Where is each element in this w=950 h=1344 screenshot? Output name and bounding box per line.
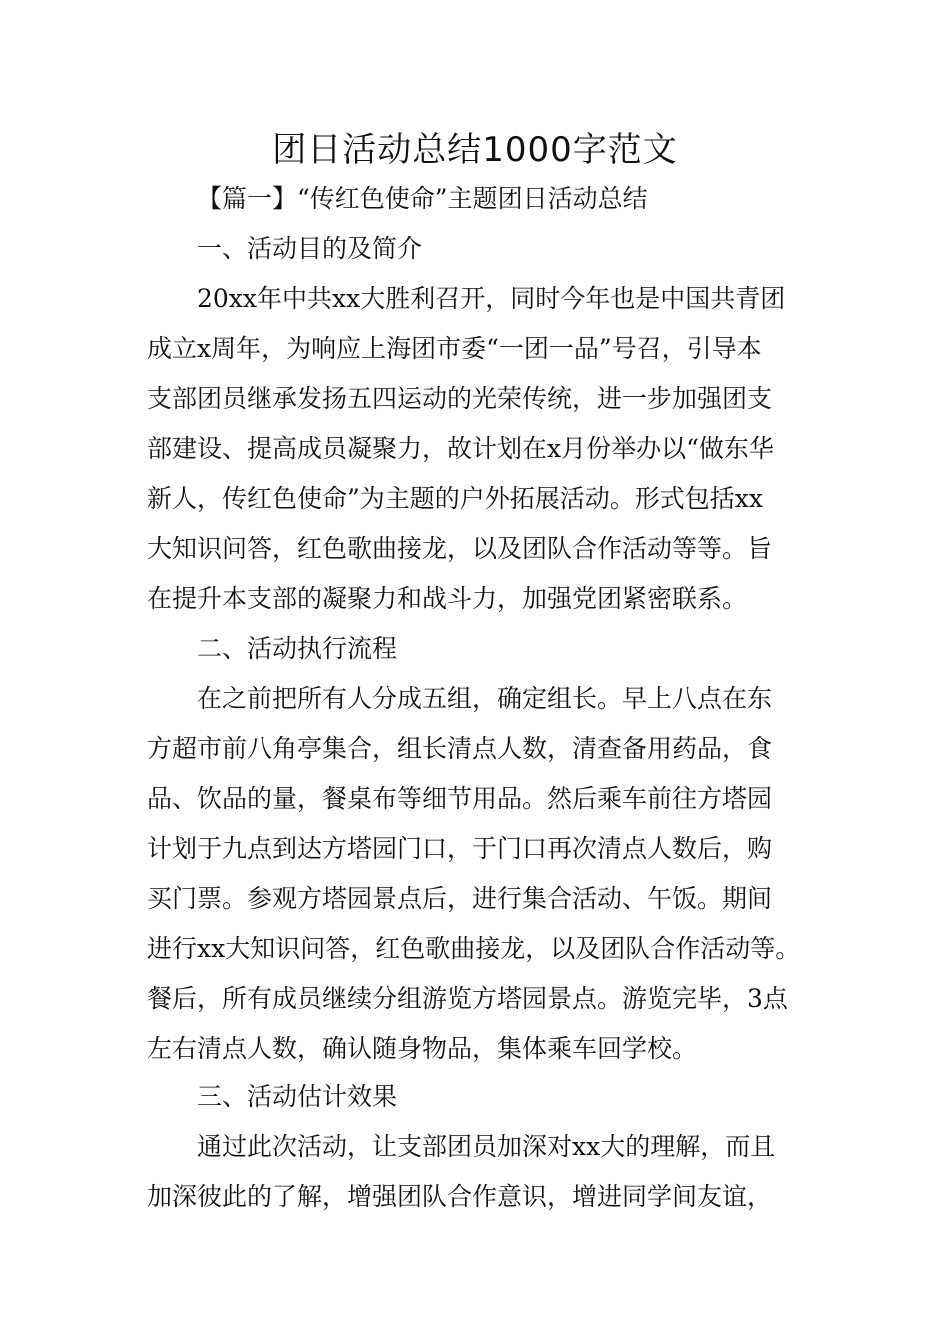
paragraph-line: 支部团员继承发扬五四运动的光荣传统，进一步加强团支 — [147, 384, 773, 413]
paragraph-line: 通过此次活动，让支部团员加深对xx大的理解，而且 — [197, 1132, 776, 1161]
paragraph-line: 买门票。参观方塔园景点后，进行集合活动、午饭。期间 — [147, 884, 773, 913]
paragraph-line: 在提升本支部的凝聚力和战斗力，加强党团紧密联系。 — [147, 584, 748, 613]
paragraph-line: 新人，传红色使命”为主题的户外拓展活动。形式包括xx — [147, 484, 763, 513]
paragraph-line: 左右清点人数，确认随身物品，集体乘车回学校。 — [147, 1034, 698, 1063]
paragraph-line: 20xx年中共xx大胜利召开，同时今年也是中国共青团 — [197, 284, 786, 313]
paragraph-line: 大知识问答，红色歌曲接龙，以及团队合作活动等等。旨 — [147, 534, 773, 563]
section-heading-1: 一、活动目的及简介 — [197, 234, 423, 263]
document-subtitle: 【篇一】“传红色使命”主题团日活动总结 — [197, 184, 648, 213]
document-title: 团日活动总结1000字范文 — [272, 130, 678, 170]
paragraph-line: 方超市前八角亭集合，组长清点人数，清查备用药品，食 — [147, 734, 773, 763]
paragraph-line: 品、饮品的量，餐桌布等细节用品。然后乘车前往方塔园 — [147, 784, 773, 813]
section-heading-2: 二、活动执行流程 — [197, 634, 398, 663]
paragraph-line: 部建设、提高成员凝聚力，故计划在x月份举办以“做东华 — [147, 434, 774, 463]
section-heading-3: 三、活动估计效果 — [197, 1082, 398, 1111]
paragraph-line: 计划于九点到达方塔园门口，于门口再次清点人数后，购 — [147, 834, 773, 863]
paragraph-line: 进行xx大知识问答，红色歌曲接龙，以及团队合作活动等。 — [147, 934, 801, 963]
paragraph-line: 成立x周年，为响应上海团市委“一团一品”号召，引导本 — [147, 334, 762, 363]
paragraph-line: 餐后，所有成员继续分组游览方塔园景点。游览完毕，3点 — [147, 984, 788, 1013]
paragraph-line: 加深彼此的了解，增强团队合作意识，增进同学间友谊， — [147, 1182, 773, 1211]
paragraph-line: 在之前把所有人分成五组，确定组长。早上八点在东 — [197, 684, 773, 713]
